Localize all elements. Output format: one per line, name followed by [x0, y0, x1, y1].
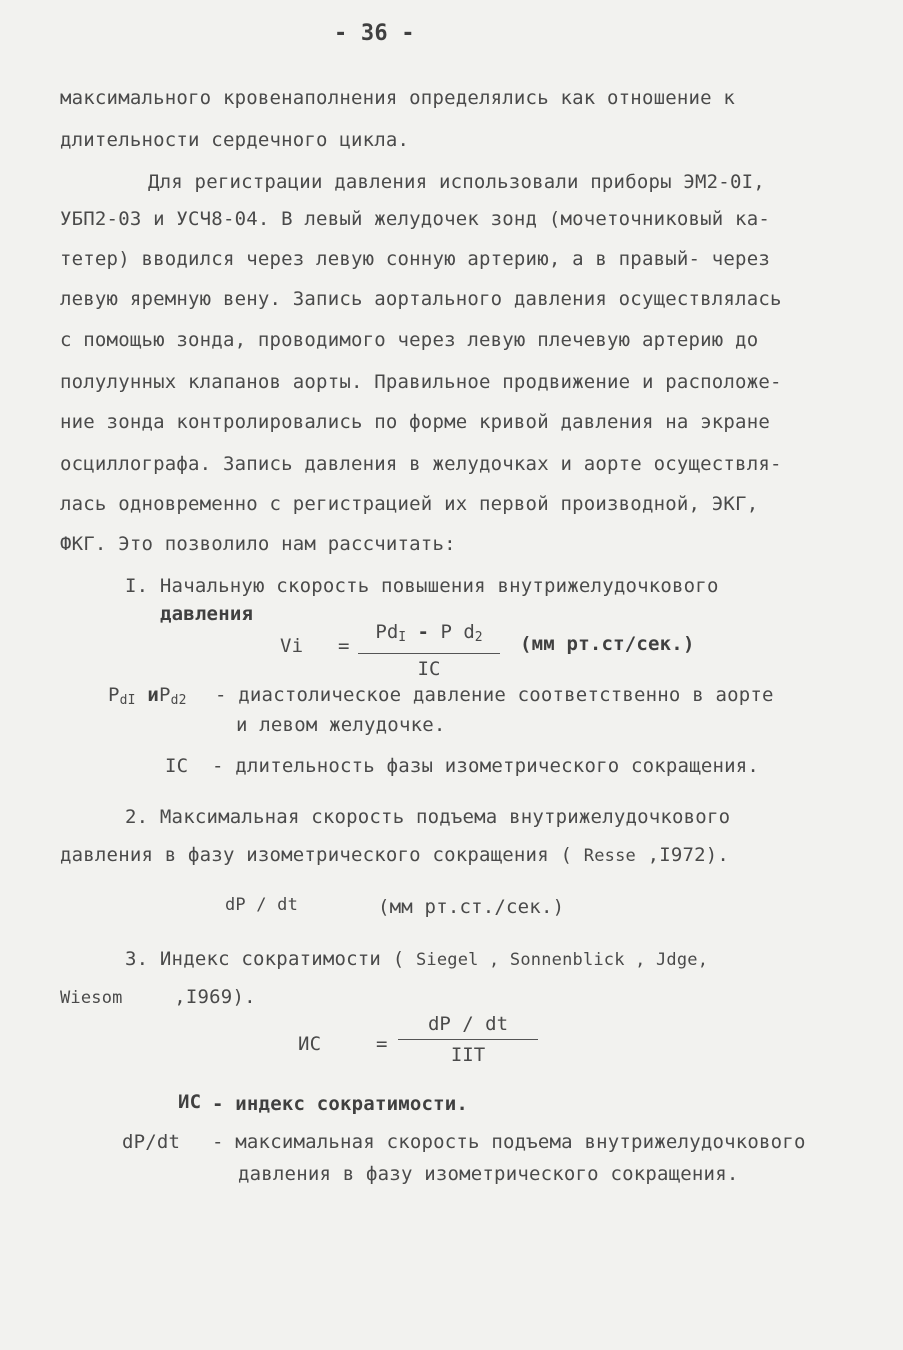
item-1-def-1-text-1: - диастолическое давление соответственно в аорте — [215, 684, 774, 706]
formula-3-fraction — [398, 1012, 538, 1067]
item-3-def-1-symbol: ИС — [178, 1091, 202, 1113]
formula-3-denominator: IIT — [450, 1044, 486, 1066]
paragraph-2-line-5: с помощью зонда, проводимого через левую плечевую артерию до — [60, 329, 759, 351]
item-1-line-2: давления — [160, 603, 254, 625]
item-3-def-2-text-1: - максимальная скорость подъема внутрижелудочкового — [212, 1131, 806, 1153]
formula-3-lhs: ИС — [298, 1033, 322, 1055]
formula-1-denominator: IC — [417, 658, 441, 680]
item-3-def-2-text-2: давления в фазу изометрического сокращения. — [238, 1163, 739, 1185]
paragraph-2-line-6: полулунных клапанов аорты. Правильное продвижение и расположе- — [60, 371, 782, 393]
item-2-formula: dP / dt — [225, 895, 299, 915]
formula-3-numerator: dP / dt — [427, 1013, 509, 1035]
item-2-unit: (мм рт.ст./сек.) — [378, 896, 565, 918]
paragraph-2-line-9: лась одновременно с регистрацией их первой производной, ЭКГ, — [60, 493, 759, 515]
paragraph-2-line-1: Для регистрации давления использовали приборы ЭМ2-0I, — [148, 171, 765, 193]
paragraph-2-line-8: осциллографа. Запись давления в желудочках и аорте осуществля- — [60, 453, 782, 475]
item-2-line-2: давления в фазу изометрического сокращения ( Resse ,I972). — [60, 844, 730, 866]
paragraph-2-line-3: тетер) вводился через левую сонную артерию, а в правый- через — [60, 248, 770, 270]
item-1-def-2-symbol: IC — [165, 755, 189, 777]
paragraph-2-line-10: ФКГ. Это позволило нам рассчитать: — [60, 533, 456, 555]
formula-1-fraction-bar — [358, 653, 500, 654]
formula-3-eq: = — [376, 1033, 388, 1055]
paragraph-2-line-7: ние зонда контролировались по форме кривой давления на экране — [60, 411, 770, 433]
item-1-line-1: I. Начальную скорость повышения внутрижелудочкового — [125, 575, 719, 597]
paragraph-1-line-1: максимального кровенаполнения определялись как отношение к — [60, 87, 736, 109]
item-3-def-1-text: - индекс сократимости. — [212, 1093, 469, 1115]
item-1-def-1-symbols: $P_{dI}$ $иP_{d2}$ — [108, 684, 187, 708]
formula-1-fraction — [358, 620, 500, 681]
item-2-line-1: 2. Максимальная скорость подъема внутрижелудочкового — [125, 806, 731, 828]
formula-1-eq: = — [338, 635, 350, 657]
formula-1-unit: (мм рт.ст/сек.) — [520, 633, 695, 655]
formula-1-numerator: $Pd_I$ - P $d_2$ — [375, 621, 483, 645]
paragraph-1-line-2: длительности сердечного цикла. — [60, 129, 410, 151]
paragraph-2-line-2: УБП2-03 и УСЧ8-04. В левый желудочек зонд (мочеточниковый ка- — [60, 208, 770, 230]
item-3-line-2: Wiesom ,I969). — [60, 986, 256, 1008]
page-number: - 36 - — [334, 21, 415, 46]
item-1-def-2-text: - длительность фазы изометрического сокращения. — [212, 755, 760, 777]
paragraph-2-line-4: левую яремную вену. Запись аортального давления осуществлялась — [60, 288, 782, 310]
item-3-def-2-symbol: dP/dt — [122, 1131, 181, 1153]
item-1-def-1-text-2: и левом желудочке. — [236, 714, 446, 736]
formula-3-fraction-bar — [398, 1039, 538, 1040]
item-3-line-1: 3. Индекс сократимости ( Siegel , Sonnenblick , Jdge, — [125, 948, 709, 970]
formula-1-lhs: Vi — [280, 635, 304, 657]
